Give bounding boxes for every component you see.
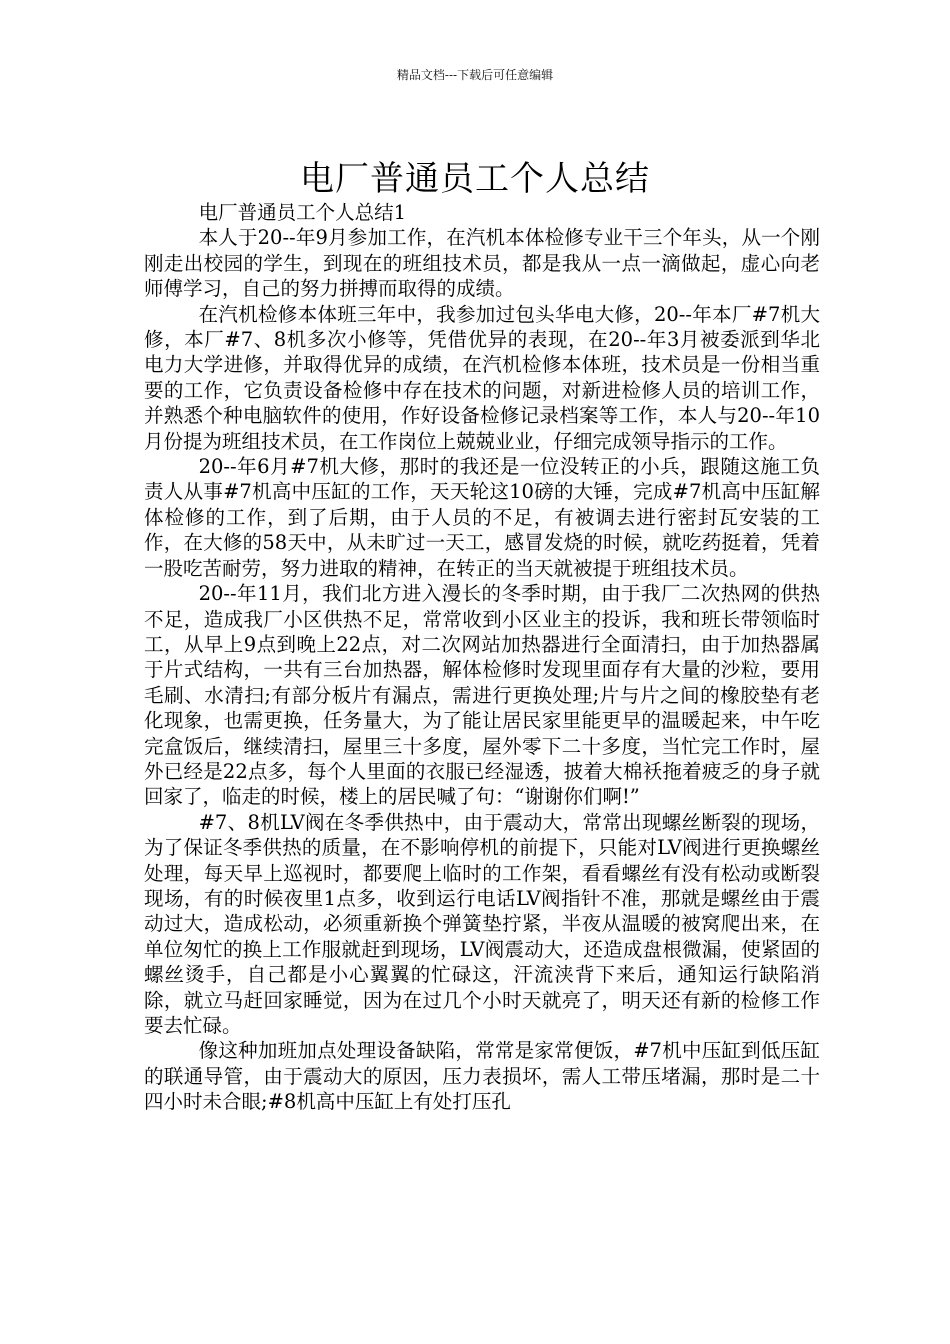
paragraph: 20--年6月#7机大修，那时的我还是一位没转正的小兵，跟随这施工负责人从事#7机高中压缸的工作，天天轮这10磅的大锤，完成#7机高中压缸解体检修的工作，到了后期，由于人员的不足，有被调去进行密封瓦安装的工作，在大修的58天中，从未旷过一天工，感冒发烧的时候，就吃药挺着，凭着一股吃苦耐劳，努力进取的精神，在转正的当天就被提于班组技术员。 — [144, 455, 820, 580]
paragraph: 在汽机检修本体班三年中，我参加过包头华电大修，20--年本厂#7机大修，本厂#7、8机多次小修等，凭借优异的表现，在20--年3月被委派到华北电力大学进修，并取得优异的成绩，在汽机检修本体班，技术员是一份相当重要的工作，它负责设备检修中存在技术的问题，对新进检修人员的培训工作，并熟悉个种电脑软件的使用，作好设备检修记录档案等工作，本人与20--年10月份提为班组技术员，在工作岗位上兢兢业业，仔细完成领导指示的工作。 — [144, 302, 820, 453]
page-header: 精品文档---下载后可任意编辑 — [396, 68, 554, 82]
paragraph: 像这种加班加点处理设备缺陷，常常是家常便饭，#7机中压缸到低压缸的联通导管，由于震动大的原因，压力表损坏，需人工带压堵漏，那时是二十四小时未合眼;#8机高中压缸上有处打压孔 — [144, 1039, 820, 1114]
paragraph: 20--年11月，我们北方进入漫长的冬季时期，由于我厂二次热网的供热不足，造成我厂小区供热不足，常常收到小区业主的投诉，我和班长带领临时工，从早上9点到晚上22点，对二次网站加热器进行全面清扫，由于加热器属于片式结构，一共有三台加热器，解体检修时发现里面存有大量的沙粒，要用毛刷、水清扫;有部分板片有漏点，需进行更换处理;片与片之间的橡胶垫有老化现象，也需更换，任务量大，为了能让居民家里能更早的温暖起来，中午吃完盒饭后，继续清扫，屋里三十多度，屋外零下二十多度，当忙完工作时，屋外已经是22点多，每个人里面的衣服已经湿透，披着大棉袄拖着疲乏的身子就回家了，临走的时候，楼上的居民喊了句：“谢谢你们啊!” — [144, 582, 820, 809]
paragraph: 本人于20--年9月参加工作，在汽机本体检修专业干三个年头，从一个刚刚走出校园的学生，到现在的班组技术员，都是我从一点一滴做起，虚心向老师傅学习，自己的努力拼搏而取得的成绩。 — [144, 226, 820, 301]
paragraph: #7、8机LV阀在冬季供热中，由于震动大，常常出现螺丝断裂的现场，为了保证冬季供热的质量，在不影响停机的前提下，只能对LV阀进行更换螺丝处理，每天早上巡视时，都要爬上临时的工作架，看看螺丝有没有松动或断裂现场，有的时候夜里1点多，收到运行电话LV阀指针不准，那就是螺丝由于震动过大，造成松动，必须重新换个弹簧垫拧紧，半夜从温暖的被窝爬出来，在单位匆忙的换上工作服就赶到现场，LV阀震动大，还造成盘根微漏，使紧固的螺丝烫手，自己都是小心翼翼的忙碌这，汗流浃背下来后，通知运行缺陷消除，就立马赶回家睡觉，因为在过几个小时天就亮了，明天还有新的检修工作要去忙碌。 — [144, 810, 820, 1037]
document-body — [144, 200, 820, 1115]
section-heading: 电厂普通员工个人总结1 — [198, 201, 407, 224]
document-title: 电厂普通员工个人总结 — [300, 158, 650, 199]
